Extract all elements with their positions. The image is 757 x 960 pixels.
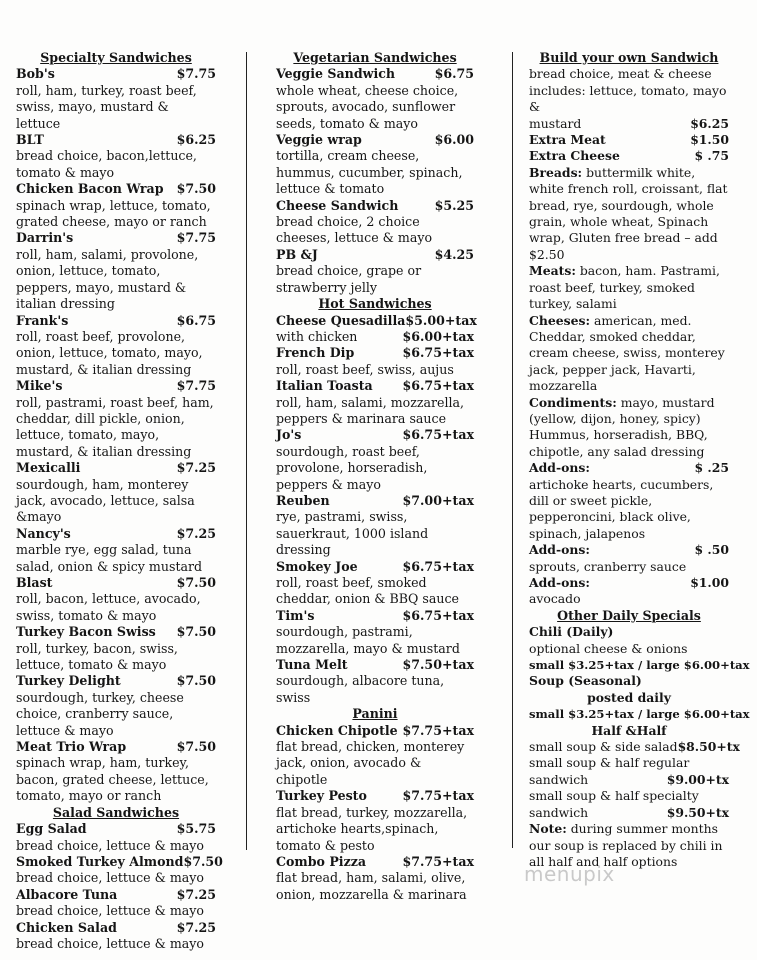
menu-item-price: $7.50 — [183, 853, 223, 869]
menu-item-header — [16, 739, 216, 755]
menu-item-name: Reuben — [276, 492, 330, 508]
menu-item-name: Cheese Quesadilla — [276, 312, 406, 328]
menu-item-name: Add-ons: — [529, 460, 590, 476]
section-heading: Hot Sandwiches — [318, 296, 432, 312]
menu-item-name: BLT — [16, 132, 44, 148]
description-label: Breads: — [529, 164, 583, 180]
menu-item-description: bread choice, lettuce & mayo — [16, 935, 204, 951]
menu-item-name: Tuna Melt — [276, 657, 348, 673]
description-text: american, med. Cheddar, smoked cheddar, cream cheese, swiss, monterey jack, pepper jack, Havarti, mozzarella — [529, 312, 725, 394]
menu-item-description: marble rye, egg salad, tuna salad, onion & spicy mustard — [16, 542, 203, 574]
menu-item-description: rye, pastrami, swiss, sauerkraut, 1000 island dressing — [276, 509, 429, 558]
price-summary: small $3.25+tax / large $6.00+tax — [529, 658, 750, 673]
description-text: mayo, mustard (yellow, dijon, honey, spicy) Hummus, horseradish, BBQ, chipotle, any salad dressing — [529, 394, 715, 459]
menu-item-description: bread choice, lettuce & mayo — [16, 903, 204, 919]
menu-item-header — [276, 312, 477, 329]
menu-item-header — [16, 853, 223, 870]
menu-item-header — [276, 247, 474, 263]
description-text: bacon, ham. Pastrami, roast beef, turkey, smoked turkey, salami — [529, 263, 720, 312]
price-line — [529, 805, 729, 821]
menu-item-header — [16, 460, 216, 476]
price-line-price: $6.25 — [690, 115, 729, 131]
price-line — [276, 329, 474, 345]
menu-item-description: sourdough, roast beef, provolone, horseradish, peppers & mayo — [276, 443, 428, 492]
menu-item-description: roll, roast beef, provolone, onion, lettuce, tomato, mayo, mustard, & italian dressing — [16, 328, 203, 377]
price-line-text: sandwich — [529, 804, 589, 820]
menu-item-header — [529, 460, 729, 476]
menu-item-description: flat bread, ham, salami, olive, onion, mozzarella & marinara — [276, 870, 467, 902]
menu-item-description: roll, roast beef, smoked cheddar, onion & BBQ sauce — [276, 575, 459, 607]
menu-item-name: Soup (Seasonal) — [529, 673, 642, 689]
menu-item-header — [16, 624, 216, 640]
price-line — [529, 116, 729, 132]
menu-item-header — [16, 181, 216, 197]
menu-item-name: Mike's — [16, 378, 63, 394]
menu-item-description: sourdough, turkey, cheese choice, cranberry sauce, lettuce & mayo — [16, 689, 184, 738]
labeled-description — [529, 395, 729, 461]
menu-item-name: Nancy's — [16, 525, 71, 541]
menu-item-price: $5.75 — [176, 821, 216, 837]
menu-item-description: small soup & half specialty — [529, 788, 699, 804]
menu-item-name: Smoked Turkey Almond — [16, 853, 184, 869]
price-line — [529, 739, 740, 755]
menu-item-price: $7.50 — [176, 181, 216, 197]
menu-item-name: French Dip — [276, 345, 355, 361]
menu-item-price: $7.25 — [176, 525, 216, 541]
menu-item-price: $1.00 — [690, 575, 729, 590]
menu-item-header — [276, 608, 474, 624]
menu-item-price: $ .25 — [694, 460, 729, 476]
menu-item-description: roll, ham, salami, mozzarella, peppers & marinara sauce — [276, 394, 465, 426]
menu-item-header — [16, 132, 216, 148]
menu-item-description: optional cheese & onions — [529, 640, 688, 656]
menu-item-header — [276, 198, 474, 214]
menu-item-name: Chicken Chipotle — [276, 722, 398, 738]
menu-item-header — [529, 542, 729, 558]
description-text: during summer months our soup is replaced by chili in all half and half options — [529, 821, 723, 869]
price-line-price: $8.50+tx — [677, 739, 740, 755]
labeled-description — [529, 165, 729, 263]
menu-item-description: tortilla, cream cheese, hummus, cucumber, spinach, lettuce & tomato — [276, 148, 463, 197]
menu-item-price: $7.75 — [176, 66, 216, 82]
menu-item-name: Veggie Sandwich — [276, 66, 396, 82]
menu-item-description: artichoke hearts, cucumbers, dill or sweet pickle, pepperoncini, black olive, spinach, jalapenos — [529, 476, 714, 541]
menu-item-price: $7.50 — [176, 575, 216, 590]
menu-item-name: Jo's — [276, 427, 302, 443]
menu-item-header — [16, 887, 216, 903]
menu-item-header — [16, 230, 216, 246]
menu-item-price: $7.75 — [176, 230, 216, 246]
menu-item-header — [529, 575, 729, 591]
column-divider — [246, 52, 247, 850]
menu-item-price: $7.75+tax — [402, 722, 474, 738]
menu-column-2 — [276, 50, 477, 903]
menu-item-header — [276, 132, 474, 148]
menu-item-header — [276, 427, 474, 443]
menu-item-price: $5.25 — [434, 197, 474, 213]
menu-item-name: Chicken Salad — [16, 919, 117, 935]
menu-item-price: $6.75+tax — [402, 378, 474, 394]
description-label: Meats: — [529, 263, 576, 279]
price-line-text: with chicken — [276, 328, 358, 344]
menu-item-description: flat bread, chicken, monterey jack, onion, avocado & chipotle — [276, 739, 465, 787]
menu-item-name: Extra Meat — [529, 132, 606, 148]
menu-item-name: Chicken Bacon Wrap — [16, 181, 164, 197]
menu-item-price: $7.75+tax — [402, 853, 474, 869]
menu-item-header — [276, 854, 474, 870]
menu-item-price: $6.75+tax — [402, 558, 474, 574]
menu-item-description: roll, turkey, bacon, swiss, lettuce, tomato & mayo — [16, 640, 178, 673]
menu-item-price: $ .75 — [694, 148, 729, 164]
menu-item-price: $7.75+tax — [402, 788, 474, 804]
menu-item-name: Italian Toasta — [276, 378, 373, 394]
menu-item-description: sprouts, cranberry sauce — [529, 558, 687, 574]
menu-item-price: $6.75+tax — [402, 345, 474, 361]
menu-item-description: small soup & half regular — [529, 755, 690, 771]
menu-item-name: Meat Trio Wrap — [16, 739, 127, 755]
labeled-description — [529, 313, 729, 395]
menu-item-header — [16, 378, 216, 394]
menu-item-price: $7.25 — [176, 460, 216, 476]
menu-item-header — [16, 526, 216, 542]
menu-item-description: bread choice, meat & cheese includes: lettuce, tomato, mayo & — [529, 66, 727, 115]
menu-item-price: $7.25 — [176, 886, 216, 902]
menu-item-name: Smokey Joe — [276, 558, 358, 574]
menu-item-name: Bob's — [16, 66, 55, 82]
price-summary: small $3.25+tax / large $6.00+tax — [529, 707, 750, 722]
menu-item-description: sourdough, ham, monterey jack, avocado, lettuce, salsa &mayo — [16, 476, 195, 525]
menu-item-description: avocado — [529, 591, 581, 607]
menu-item-description: spinach wrap, ham, turkey, bacon, grated cheese, lettuce, tomato, mayo or ranch — [16, 755, 209, 804]
description-label: Cheeses: — [529, 312, 591, 328]
menu-item-price: $6.75+tax — [402, 607, 474, 623]
menu-item-header — [529, 148, 729, 164]
menu-item-header — [16, 66, 216, 82]
centered-bold-note: posted daily — [587, 689, 671, 705]
menu-item-header — [529, 673, 729, 689]
description-text: buttermilk white, white french roll, croissant, flat bread, rye, sourdough, whole grain, whole wheat, Spinach wrap, Gluten free bread – add $2.50 — [529, 164, 728, 262]
menu-item-description: bread choice, 2 choice cheeses, lettuce & mayo — [276, 214, 433, 246]
menu-item-header — [529, 132, 729, 148]
menu-item-price: $6.00 — [434, 132, 474, 148]
menu-item-price: $7.50 — [176, 673, 216, 689]
menu-item-name: Turkey Delight — [16, 673, 121, 689]
price-line-text: small soup & side salad — [529, 739, 678, 755]
menu-item-header — [16, 575, 216, 591]
menu-item-name: PB &J — [276, 246, 318, 262]
menu-item-price: $7.50 — [176, 739, 216, 755]
menu-item-name: Veggie wrap — [276, 132, 362, 148]
menu-item-name: Blast — [16, 575, 53, 590]
menu-item-description: bread choice, lettuce & mayo — [16, 870, 204, 886]
description-label: Condiments: — [529, 394, 617, 410]
menu-item-price: $6.75 — [434, 66, 474, 82]
column-divider — [512, 52, 513, 848]
menu-item-name: Tim's — [276, 607, 315, 623]
menu-item-description: flat bread, turkey, mozzarella, artichoke hearts,spinach, tomato & pesto — [276, 804, 468, 853]
menu-item-description: sourdough, albacore tuna, swiss — [276, 673, 445, 705]
menupix-watermark: menupix — [524, 862, 615, 886]
menu-item-description: bread choice, lettuce & mayo — [16, 837, 204, 853]
menu-item-name: Albacore Tuna — [16, 886, 118, 902]
menu-item-price: $6.25 — [176, 132, 216, 148]
menu-item-header — [276, 66, 474, 82]
menu-item-name: Add-ons: — [529, 575, 590, 590]
menu-item-description: roll, pastrami, roast beef, ham, cheddar, dill pickle, onion, lettuce, tomato, mayo, mustard, & italian dressing — [16, 394, 214, 459]
labeled-description — [529, 263, 729, 312]
menu-item-header — [276, 378, 474, 394]
menu-item-description: roll, bacon, lettuce, avocado, swiss, tomato & mayo — [16, 591, 201, 623]
section-heading: Vegetarian Sandwiches — [293, 50, 457, 65]
section-heading: Specialty Sandwiches — [40, 50, 192, 65]
menu-item-price: $7.25 — [176, 919, 216, 935]
menu-item-name: Combo Pizza — [276, 853, 367, 869]
menu-item-price: $7.50 — [176, 624, 216, 640]
menu-item-price: $5.00+tax — [405, 312, 477, 328]
menu-item-header — [16, 673, 216, 689]
menu-item-price: $7.75 — [176, 378, 216, 394]
menu-item-header — [16, 313, 216, 329]
description-label: Note: — [529, 821, 567, 837]
menu-item-description: spinach wrap, lettuce, tomato, grated cheese, mayo or ranch — [16, 197, 211, 230]
menu-item-name: Frank's — [16, 312, 69, 328]
menu-item-description: sourdough, pastrami, mozzarella, mayo & mustard — [276, 624, 460, 656]
menu-item-name: Add-ons: — [529, 542, 590, 558]
menu-item-name: Turkey Bacon Swiss — [16, 624, 156, 640]
menu-item-price: $1.50 — [690, 132, 729, 148]
menu-item-price: $6.75+tax — [402, 427, 474, 443]
menu-item-header — [276, 345, 474, 361]
menu-item-name: Cheese Sandwich — [276, 197, 399, 213]
menu-item-header — [16, 920, 216, 936]
menu-item-header — [276, 723, 474, 739]
menu-item-name: Extra Cheese — [529, 148, 620, 164]
menu-item-header — [276, 657, 474, 673]
price-line-price: $9.00+tx — [666, 771, 729, 787]
menu-item-header — [276, 493, 474, 509]
centered-bold-note: Half &Half — [591, 722, 667, 738]
menu-item-name: Mexicalli — [16, 460, 81, 476]
menu-column-3 — [529, 50, 750, 870]
price-line-price: $6.00+tax — [402, 328, 474, 344]
menu-item-price: $6.75 — [176, 312, 216, 328]
menu-item-name: Darrin's — [16, 230, 74, 246]
section-heading: Build your own Sandwich — [539, 50, 719, 65]
menu-item-description: roll, roast beef, swiss, aujus — [276, 361, 454, 377]
menu-item-name: Egg Salad — [16, 821, 87, 837]
menu-item-price: $ .50 — [694, 542, 729, 558]
menu-item-price: $4.25 — [434, 246, 474, 262]
menu-item-price: $7.00+tax — [402, 492, 474, 508]
menu-item-price: $7.50+tax — [402, 657, 474, 673]
price-line — [529, 772, 729, 788]
section-heading: Salad Sandwiches — [52, 804, 180, 820]
section-heading: Other Daily Specials — [557, 607, 701, 623]
menu-item-header — [276, 559, 474, 575]
section-heading: Panini — [352, 706, 398, 722]
menu-item-description: bread choice, grape or strawberry jelly — [276, 263, 422, 295]
menu-item-description: roll, ham, salami, provolone, onion, lettuce, tomato, peppers, mayo, mustard & italian dressing — [16, 246, 199, 312]
menu-item-description: roll, ham, turkey, roast beef, swiss, mayo, mustard & lettuce — [16, 82, 197, 131]
menu-item-name: Turkey Pesto — [276, 788, 367, 804]
menu-item-header — [276, 788, 474, 804]
menu-column-1 — [16, 50, 223, 952]
menu-item-header — [16, 821, 216, 837]
menu-item-description: whole wheat, cheese choice, sprouts, avocado, sunflower seeds, tomato & mayo — [276, 82, 459, 131]
price-line-text: mustard — [529, 115, 582, 131]
menu-item-description: bread choice, bacon,lettuce, tomato & mayo — [16, 148, 197, 180]
menu-item-name: Chili (Daily) — [529, 624, 614, 640]
price-line-text: sandwich — [529, 771, 589, 787]
menu-item-header — [529, 624, 729, 640]
price-line-price: $9.50+tx — [666, 804, 729, 820]
